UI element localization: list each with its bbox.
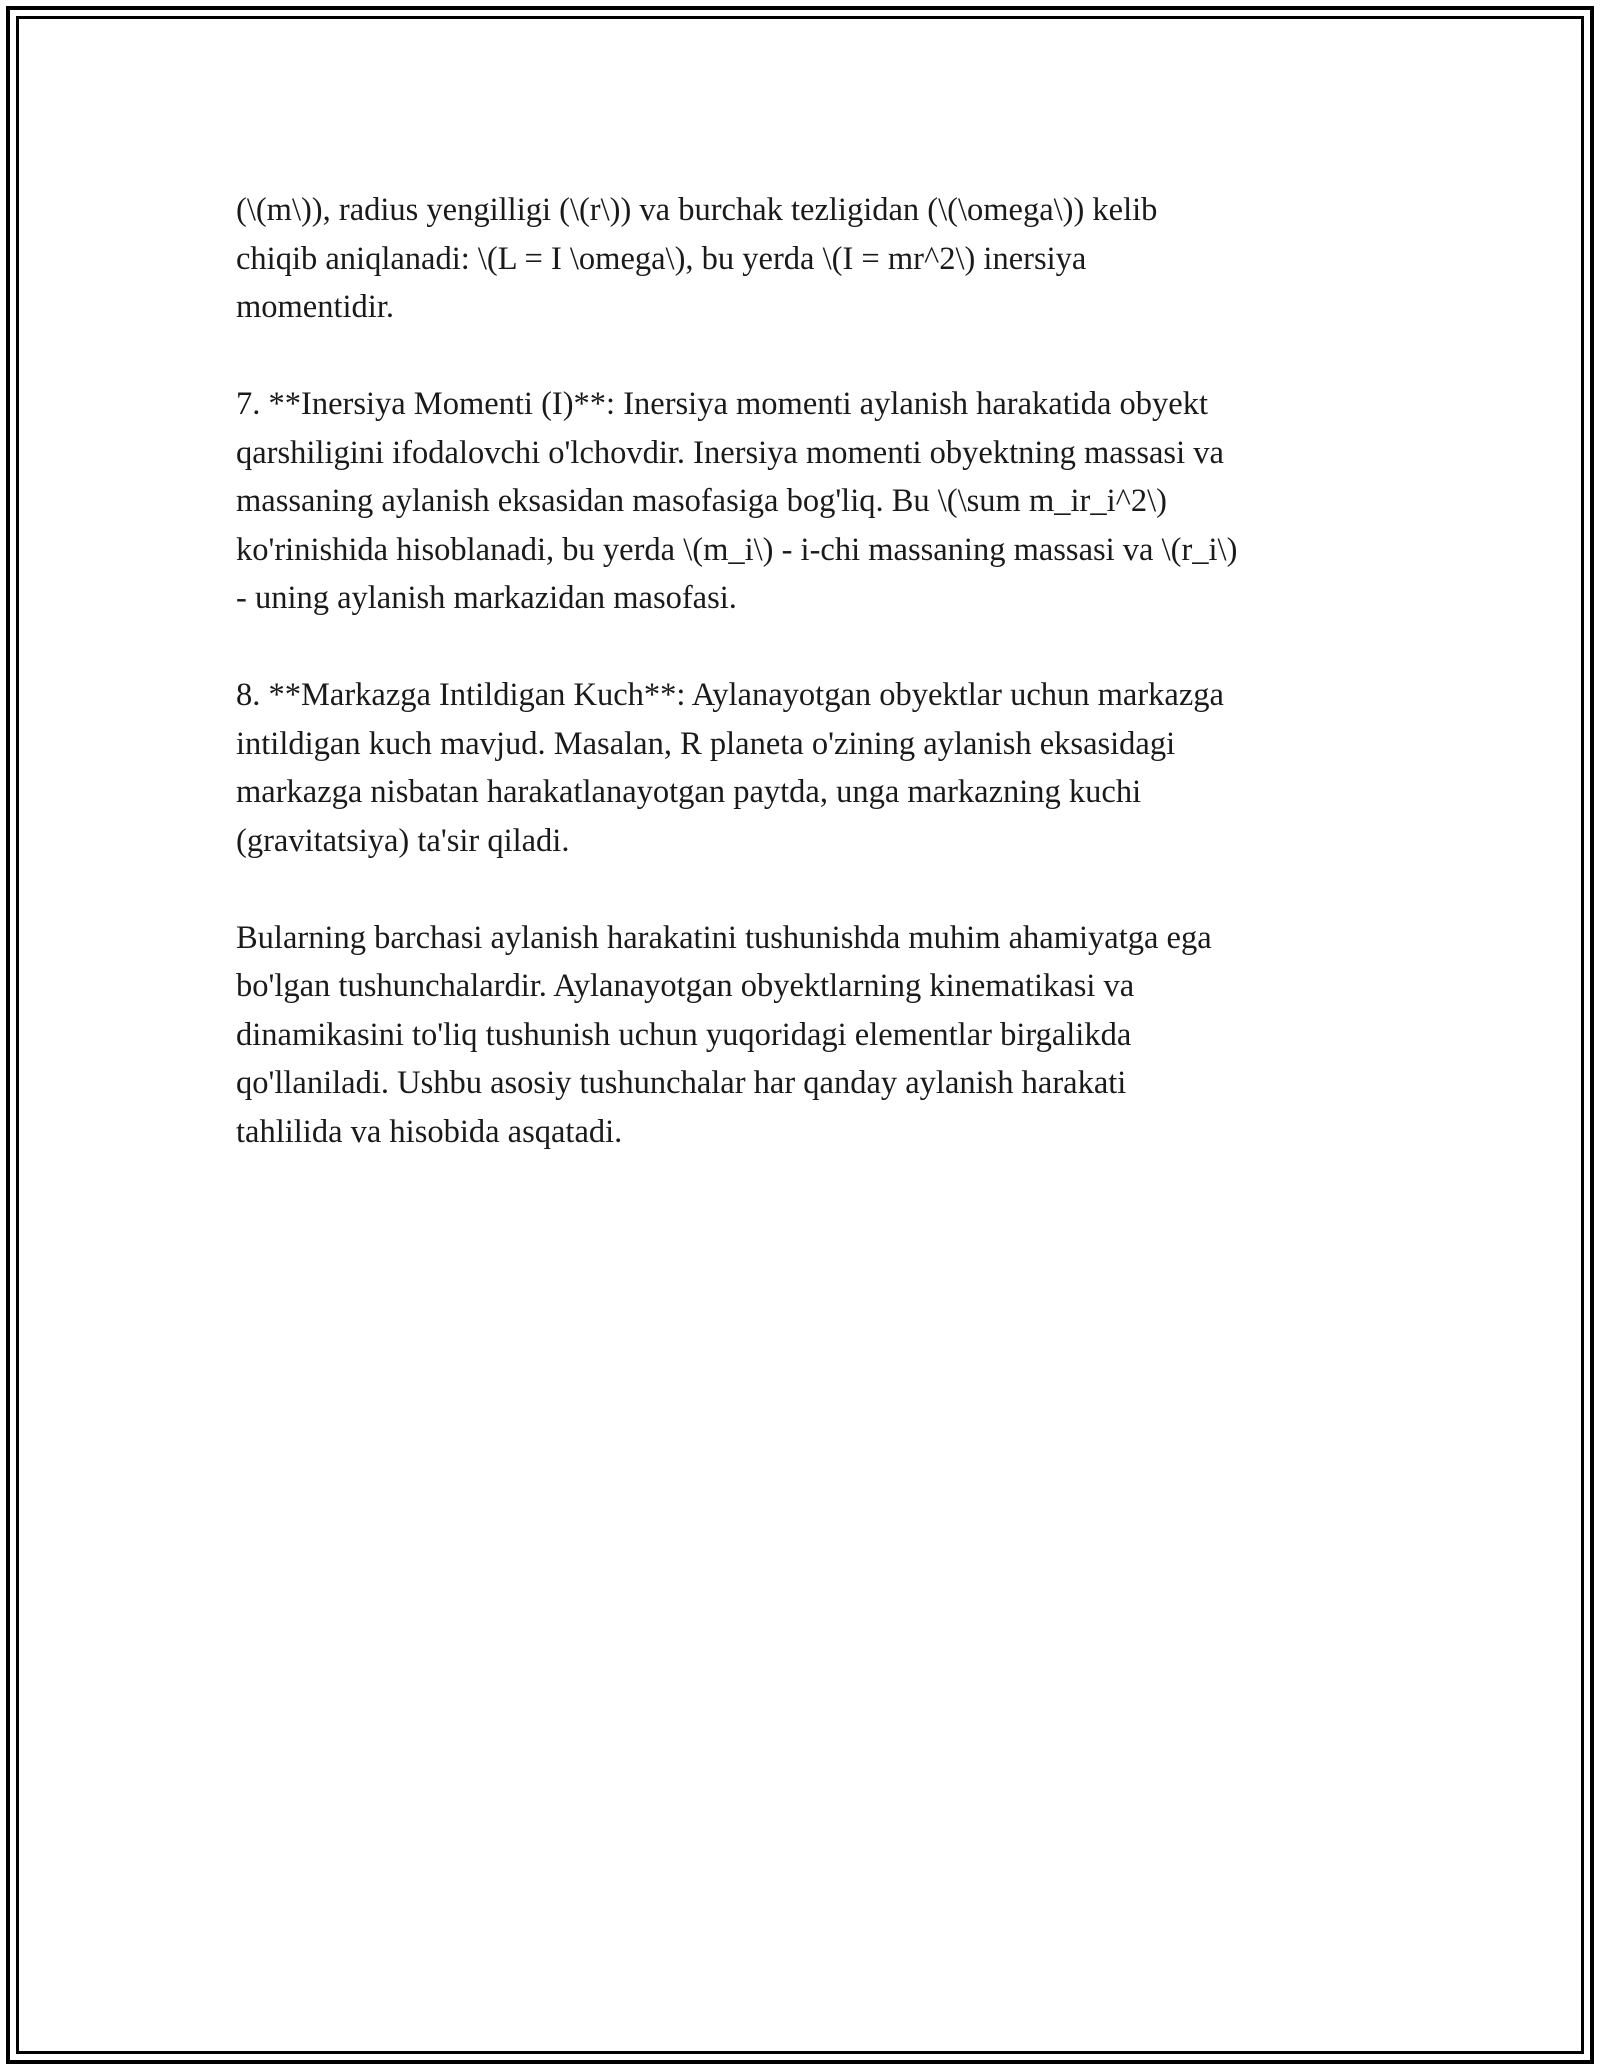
text-line: tahlilida va hisobida asqatadi. xyxy=(236,1113,623,1150)
text-line: 7. **Inersiya Momenti (I)**: Inersiya momenti aylanish harakatida obyekt xyxy=(236,386,1209,422)
text-line: qo'llaniladi. Ushbu asosiy tushunchalar har qanday aylanish harakati xyxy=(236,1065,1127,1101)
text-line: momentidir. xyxy=(236,289,394,325)
text-line: bo'lgan tushunchalardir. Aylanayotgan obyektlarning kinematikasi va xyxy=(236,968,1135,1004)
text-line: intildigan kuch mavjud. Masalan, R planeta o'zining aylanish eksasidagi xyxy=(236,725,1176,762)
text-line: chiqib aniqlanadi: \(L = I \omega\), bu yerda \(I = mr^2\) inersiya xyxy=(236,240,1087,277)
text-line: dinamikasini to'liq tushunish uchun yuqoridagi elementlar birgalikda xyxy=(236,1016,1132,1053)
text-line: massaning aylanish eksasidan masofasiga bog'liq. Bu \(\sum m_ir_i^2\) xyxy=(236,483,1167,519)
text-line: (\(m\)), radius yengilligi (\(r\)) va burchak tezligidan (\(\omega\)) kelib xyxy=(236,192,1158,228)
text-line: (gravitatsiya) ta'sir qiladi. xyxy=(236,822,570,859)
paragraph-angular-momentum xyxy=(236,186,1376,332)
paragraph-moment-of-inertia xyxy=(236,380,1376,623)
text-line: 8. **Markazga Intildigan Kuch**: Aylanayotgan obyektlar uchun markazga xyxy=(236,677,1224,713)
document-body xyxy=(236,186,1376,1156)
paragraph-centripetal-force xyxy=(236,671,1376,865)
text-line: - uning aylanish markazidan masofasi. xyxy=(236,580,737,616)
paragraph-conclusion xyxy=(236,914,1376,1157)
text-line: markazga nisbatan harakatlanayotgan paytda, unga markazning kuchi xyxy=(236,774,1142,810)
text-line: ko'rinishida hisoblanadi, bu yerda \(m_i\) - i-chi massaning massasi va \(r_i\) xyxy=(236,531,1238,568)
text-line: Bularning barchasi aylanish harakatini tushunishda muhim ahamiyatga ega xyxy=(236,919,1212,956)
text-line: qarshiligini ifodalovchi o'lchovdir. Inersiya momenti obyektning massasi va xyxy=(236,434,1224,471)
